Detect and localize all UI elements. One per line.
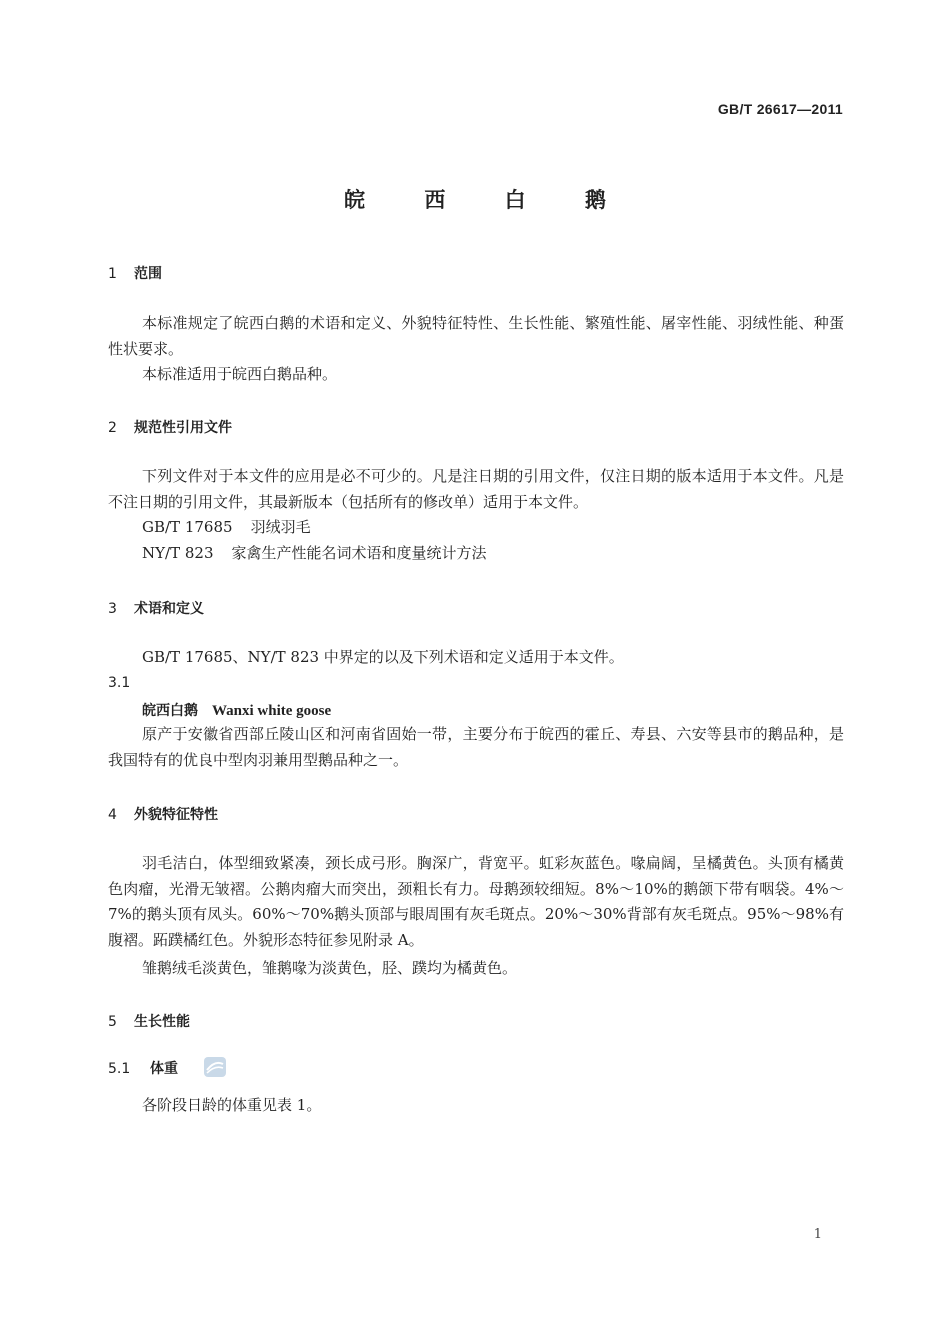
page-number: 1	[813, 1227, 822, 1242]
section-1-heading	[108, 263, 162, 283]
reference-item	[142, 541, 487, 567]
reference-code: NY/T 823	[142, 544, 214, 562]
section-2-heading	[108, 417, 232, 437]
subsection-title: 体重	[150, 1061, 178, 1077]
subsection-number: 5.1	[108, 1061, 131, 1077]
standard-code: GB/T 26617—2011	[717, 101, 843, 117]
section-title: 规范性引用文件	[134, 420, 232, 436]
paragraph: 雏鹅绒毛淡黄色，雏鹅喙为淡黄色，胫、蹼均为橘黄色。	[142, 959, 518, 977]
paragraph: 各阶段日龄的体重见表 1。	[142, 1096, 322, 1114]
term-entry	[142, 700, 331, 720]
paragraph: 本标准适用于皖西白鹅品种。	[142, 365, 338, 383]
publisher-logo-watermark	[203, 1056, 227, 1078]
section-4-heading	[108, 804, 218, 824]
section-number: 4	[108, 807, 117, 823]
reference-title: 家禽生产性能名词术语和度量统计方法	[231, 544, 487, 562]
term-english: Wanxi white goose	[212, 703, 332, 719]
reference-item	[142, 515, 311, 541]
reference-code: GB/T 17685	[142, 518, 233, 536]
section-number: 1	[108, 266, 117, 282]
paragraph: 本标准规定了皖西白鹅的术语和定义、外貌特征特性、生长性能、繁殖性能、屠宰性能、羽绒性能、种蛋性状要求。	[108, 314, 844, 358]
term-chinese: 皖西白鹅	[142, 703, 198, 719]
term-definition: 原产于安徽省西部丘陵山区和河南省固始一带，主要分布于皖西的霍丘、寿县、六安等县市的鹅品种，是我国特有的优良中型肉羽兼用型鹅品种之一。	[108, 725, 844, 769]
section-number: 2	[108, 420, 117, 436]
subsection-5-1-heading	[108, 1058, 227, 1080]
section-number: 5	[108, 1014, 117, 1030]
section-title: 外貌特征特性	[134, 807, 218, 823]
section-3-heading	[108, 598, 204, 618]
section-title: 范围	[134, 266, 162, 282]
section-title: 术语和定义	[134, 601, 204, 617]
section-number: 3	[108, 601, 117, 617]
paragraph: GB/T 17685、NY/T 823 中界定的以及下列术语和定义适用于本文件。	[142, 648, 624, 666]
document-title: 皖 西 白 鹅	[344, 188, 632, 212]
section-5-heading	[108, 1011, 190, 1031]
paragraph: 羽毛洁白，体型细致紧凑，颈长成弓形。胸深广，背宽平。虹彩灰蓝色。喙扁阔，呈橘黄色。头顶有橘黄色肉瘤，光滑无皱褶。公鹅肉瘤大而突出，颈粗长有力。母鹅颈较细短。8%～10%的鹅颌下带有咽袋。4%～7%的鹅头顶有凤头。60%～70%鹅头顶部与眼周围有灰毛斑点。20%～30%背部有灰毛斑点。95%～98%有腹褶。跖蹼橘红色。外貌形态特征参见附录 A。	[108, 854, 844, 949]
section-title: 生长性能	[134, 1014, 190, 1030]
paragraph: 下列文件对于本文件的应用是必不可少的。凡是注日期的引用文件，仅注日期的版本适用于本文件。凡是不注日期的引用文件，其最新版本（包括所有的修改单）适用于本文件。	[108, 467, 844, 511]
clause-number: 3.1	[108, 675, 131, 691]
reference-title: 羽绒羽毛	[250, 518, 311, 536]
